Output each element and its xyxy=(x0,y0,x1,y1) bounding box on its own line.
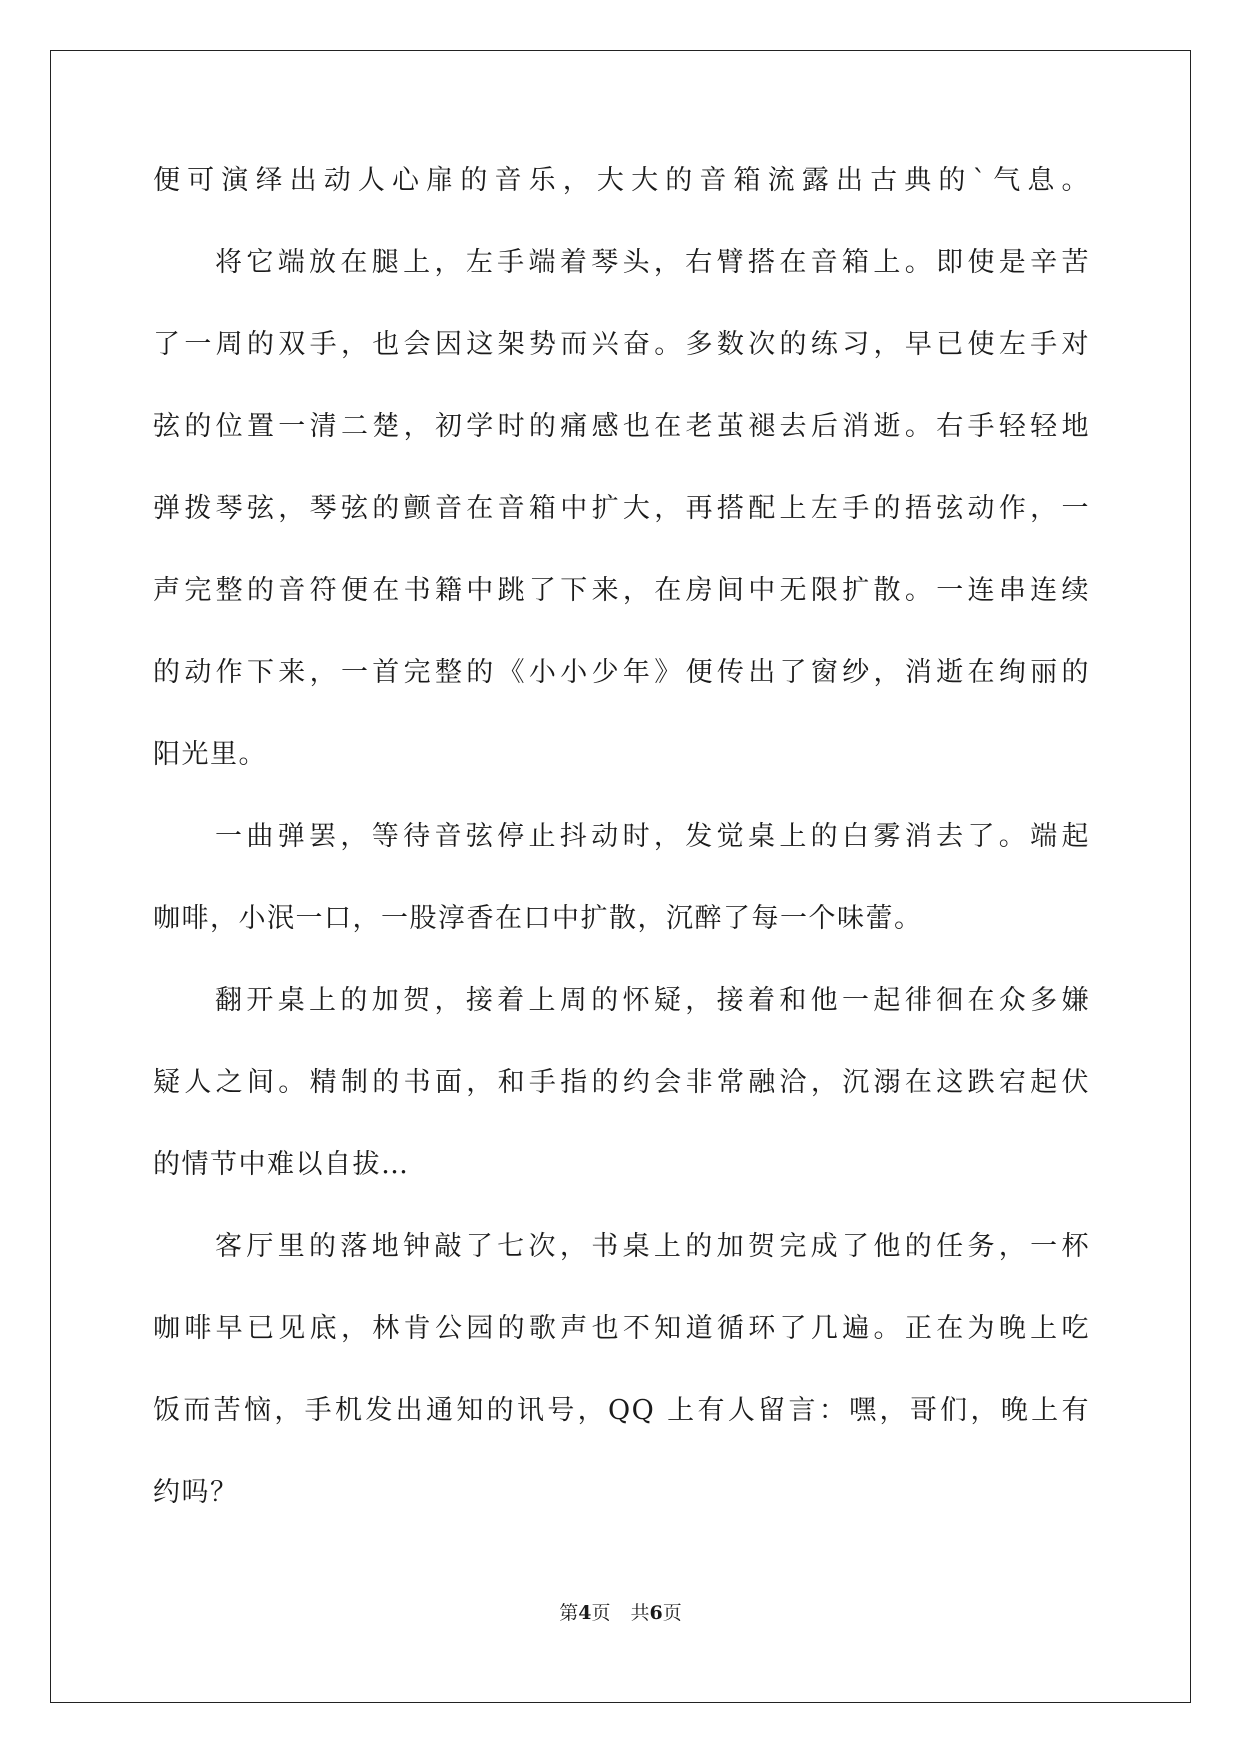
text-line-12: 疑人之间。精制的书面，和手指的约会非常融洽，沉溺在这跌宕起伏 xyxy=(153,1067,1090,1098)
total-pages: 6 xyxy=(649,1602,663,1624)
page-prefix: 第 xyxy=(559,1602,579,1624)
text-line-1: 便可演绎出动人心扉的音乐，大大的音箱流露出古典的`气息。 xyxy=(153,165,1090,196)
text-line-11: 翻开桌上的加贺，接着上周的怀疑，接着和他一起徘徊在众多嫌 xyxy=(215,985,1090,1016)
document-body xyxy=(153,156,1090,1550)
page-footer xyxy=(0,1598,1241,1625)
page-number: 4 xyxy=(578,1602,592,1624)
text-line-13: 的情节中难以自拔… xyxy=(153,1149,410,1180)
text-line-16: 饭而苦恼，手机发出通知的讯号，QQ 上有人留言：嘿，哥们，晚上有 xyxy=(153,1395,1090,1426)
text-line-8: 阳光里。 xyxy=(153,739,267,770)
text-line-6: 声完整的音符便在书籍中跳了下来，在房间中无限扩散。一连串连续 xyxy=(153,575,1090,606)
text-line-3: 了一周的双手，也会因这架势而兴奋。多数次的练习，早已使左手对 xyxy=(153,329,1090,360)
text-line-10: 咖啡，小泯一口，一股淳香在口中扩散，沉醉了每一个味蕾。 xyxy=(153,903,923,934)
text-line-4: 弦的位置一清二楚，初学时的痛感也在老茧褪去后消逝。右手轻轻地 xyxy=(153,411,1090,442)
text-line-2: 将它端放在腿上，左手端着琴头，右臂搭在音箱上。即使是辛苦 xyxy=(215,247,1090,278)
total-suffix: 页 xyxy=(662,1602,682,1624)
text-line-14: 客厅里的落地钟敲了七次，书桌上的加贺完成了他的任务，一杯 xyxy=(215,1231,1090,1262)
text-line-15: 咖啡早已见底，林肯公园的歌声也不知道循环了几遍。正在为晚上吃 xyxy=(153,1313,1090,1344)
page-suffix: 页 xyxy=(591,1602,611,1624)
text-line-17: 约吗？ xyxy=(153,1477,239,1508)
text-line-7: 的动作下来，一首完整的《小小少年》便传出了窗纱，消逝在绚丽的 xyxy=(153,657,1090,688)
text-line-9: 一曲弹罢，等待音弦停止抖动时，发觉桌上的白雾消去了。端起 xyxy=(215,821,1090,852)
text-line-5: 弹拨琴弦，琴弦的颤音在音箱中扩大，再搭配上左手的捂弦动作，一 xyxy=(153,493,1090,524)
total-prefix: 共 xyxy=(630,1602,650,1624)
